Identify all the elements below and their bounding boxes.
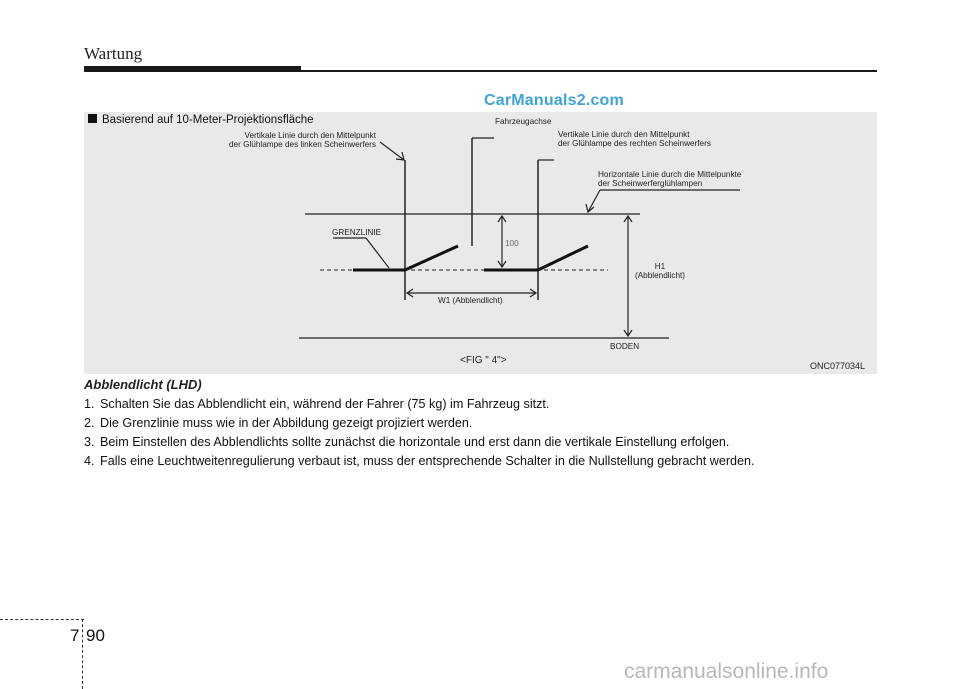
step-number: 4. [84, 454, 95, 468]
right-vertical-label [558, 130, 711, 148]
left-vertical-label [200, 131, 376, 149]
horizontal-line-label-line-1: Horizontale Linie durch die Mittelpunkte [598, 170, 742, 179]
vehicle-axis-label: Fahrzeugachse [495, 117, 552, 126]
step-text: Schalten Sie das Abblendlicht ein, während der Fahrer (75 kg) im Fahrzeug sitzt. [100, 397, 550, 411]
h1-label [629, 262, 691, 280]
step-number: 1. [84, 397, 95, 411]
headlight-diagram [84, 112, 877, 374]
footer-rule-horizontal [0, 619, 84, 621]
page-header-title: Wartung [84, 44, 143, 63]
left-vertical-label-line-2: der Glühlampe des linken Scheinwerfers [229, 140, 376, 149]
right-vertical-label-line-1: Vertikale Linie durch den Mittelpunkt [558, 130, 690, 139]
instructions-block [84, 377, 884, 471]
ground-label: BODEN [610, 342, 640, 351]
dimension-100-label: 100 [505, 239, 519, 248]
step-item [84, 452, 884, 471]
horizontal-line-label-line-2: der Scheinwerferglühlampen [598, 179, 703, 188]
figure-caption: <FIG " 4"> [460, 355, 507, 366]
horizontal-line-label [598, 170, 741, 188]
header-rule-thick [84, 66, 301, 72]
footer-rule-vertical [82, 619, 84, 689]
step-number: 2. [84, 416, 95, 430]
headlight-aiming-figure [84, 112, 877, 374]
left-vertical-label-line-1: Vertikale Linie durch den Mittelpunkt [244, 131, 376, 140]
w1-label: W1 (Abblendlicht) [438, 296, 503, 305]
page-number: 90 [86, 626, 105, 645]
h1-label-line-1: H1 [654, 262, 666, 271]
step-item [84, 433, 884, 452]
step-item [84, 414, 884, 433]
right-vertical-label-line-2: der Glühlampe des rechten Scheinwerfers [558, 139, 711, 148]
cutoff-line-label: GRENZLINIE [332, 228, 382, 237]
step-text: Die Grenzlinie muss wie in der Abbildung gezeigt projiziert werden. [100, 416, 473, 430]
step-item [84, 395, 884, 414]
step-number: 3. [84, 435, 95, 449]
square-bullet-icon [88, 114, 97, 123]
section-title: Abblendlicht (LHD) [84, 377, 202, 392]
basis-text: Basierend auf 10-Meter-Projektionsfläche [102, 114, 314, 126]
watermark-footer: carmanualsonline.info [624, 660, 829, 683]
chapter-number: 7 [70, 626, 80, 645]
header-rule-thin [301, 70, 877, 72]
basis-note [88, 114, 314, 126]
figure-code: ONC077034L [810, 361, 866, 371]
watermark-logo: CarManuals2.com [484, 92, 624, 109]
step-text: Beim Einstellen des Abblendlichts sollte zunächst die horizontale und erst dann die vertikale Einstellung erfolgen. [100, 435, 730, 449]
step-text: Falls eine Leuchtweitenregulierung verbaut ist, muss der entsprechende Schalter in die Nullstellung gebracht werden. [100, 454, 755, 468]
h1-label-line-2: (Abblendlicht) [634, 271, 686, 280]
